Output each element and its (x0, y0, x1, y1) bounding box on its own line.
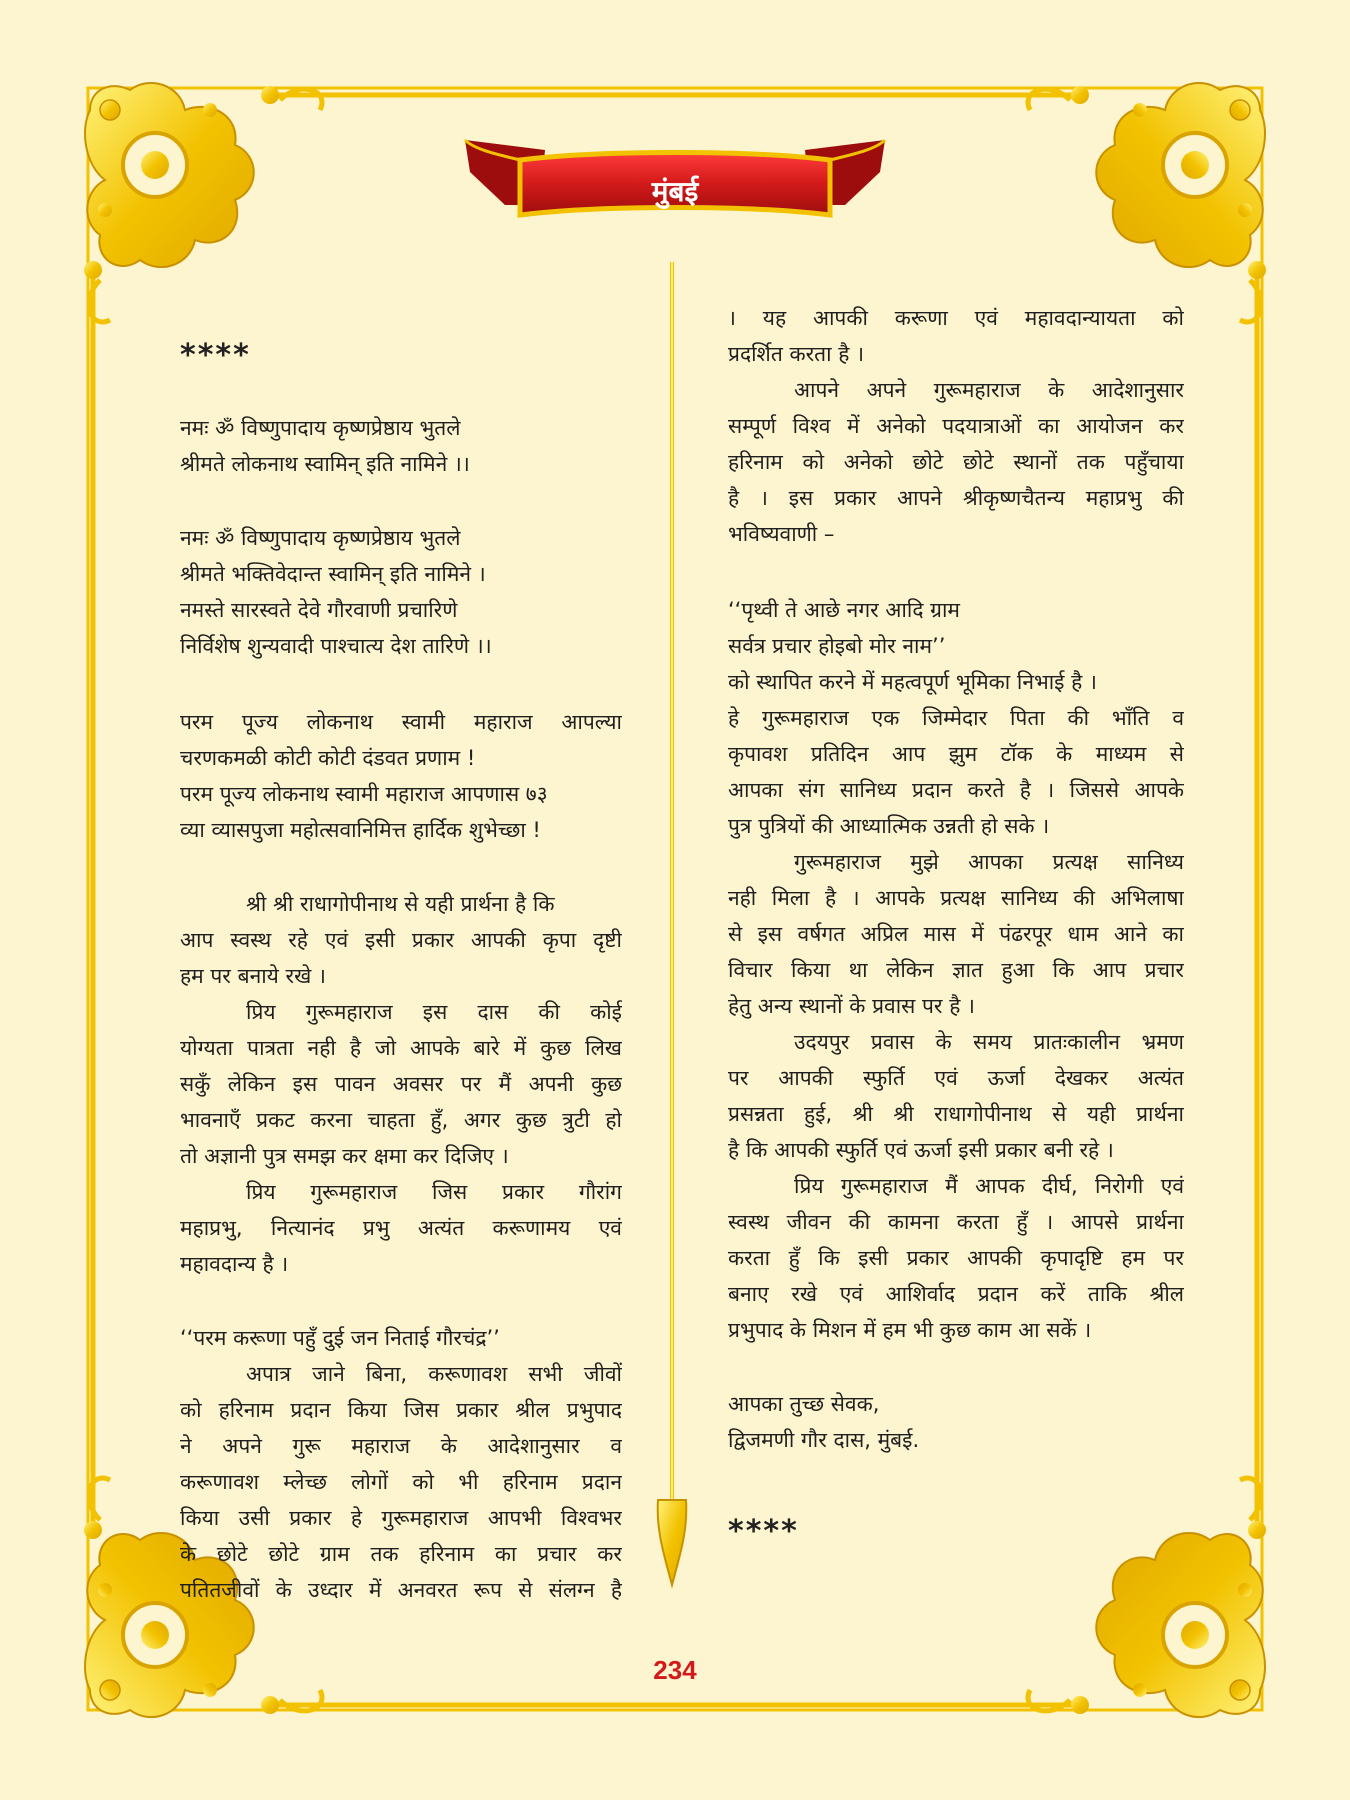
text-line: हे गुरूमहाराज एक जिम्मेदार पिता की भाँति व (728, 706, 1184, 730)
text-line: प्रिय गुरूमहाराज जिस प्रकार गौरांग (246, 1180, 622, 1204)
text-line: अपात्र जाने बिना, करूणावश सभी जीवों (246, 1362, 622, 1386)
text-line: गुरूमहाराज मुझे आपका प्रत्यक्ष सानिध्य (794, 850, 1184, 874)
text-line: नमस्ते सारस्वते देवे गौरवाणी प्रचारिणे (180, 598, 458, 622)
text-line: भविष्यवाणी – (728, 522, 835, 546)
text-line: हम पर बनाये रखे । (180, 964, 326, 988)
text-line: सकुँ लेकिन इस पावन अवसर पर मैं अपनी कुछ (180, 1072, 622, 1096)
text-line: नमः ॐ विष्णुपादाय कृष्णप्रेष्ठाय भुतले (180, 416, 461, 440)
text-line: स्वस्थ जीवन की कामना करता हुँ । आपसे प्रार्थना (728, 1210, 1184, 1234)
text-line: आपका संग सानिध्य प्रदान करते है । जिससे आपके (728, 778, 1184, 802)
text-line: व्या व्यासपुजा महोत्सवानिमित्त हार्दिक शुभेच्छा ! (180, 818, 541, 842)
text-line: से इस वर्षगत अप्रिल मास में पंढरपूर धाम आने का (728, 922, 1184, 946)
text-line: ने अपने गुरू महाराज के आदेशानुसार व (180, 1434, 622, 1458)
text-line: बनाए रखे एवं आशिर्वाद प्रदान करें ताकि श्रील (728, 1282, 1184, 1306)
page-title: मुंबई (651, 175, 699, 208)
text-line: करता हुँ कि इसी प्रकार आपकी कृपादृष्टि हम पर (728, 1246, 1184, 1270)
text-line: है । इस प्रकार आपने श्रीकृष्णचैतन्य महाप्रभु की (728, 486, 1184, 510)
text-line: तो अज्ञानी पुत्र समझ कर क्षमा कर दिजिए । (180, 1144, 509, 1168)
text-line: परम पूज्य लोकनाथ स्वामी महाराज आपल्या (180, 710, 622, 734)
text-line: प्रभुपाद के मिशन में हम भी कुछ काम आ सकें । (728, 1318, 1092, 1342)
text-line: श्रीमते भक्तिवेदान्त स्वामिन् इति नामिने । (180, 562, 486, 586)
text-line: को हरिनाम प्रदान किया जिस प्रकार श्रील प्रभुपाद (180, 1398, 622, 1422)
text-line: के छोटे छोटे ग्राम तक हरिनाम का प्रचार कर (180, 1542, 622, 1566)
text-line: पतितजीवों के उध्दार में अनवरत रूप से संलग्न है (180, 1578, 622, 1602)
text-line: परम पूज्य लोकनाथ स्वामी महाराज आपणास ७३ (180, 782, 548, 806)
quote-line: सर्वत्र प्रचार होइबो मोर नाम’’ (728, 634, 946, 658)
text-line: निर्विशेष शुन्यवादी पाश्चात्य देश तारिणे ।। (180, 634, 492, 658)
text-line: कृपावश प्रतिदिन आप झुम टॉक के माध्यम से (728, 742, 1184, 766)
text-line: भावनाएँ प्रकट करना चाहता हुँ, अगर कुछ त्रुटी हो (180, 1108, 622, 1132)
text-line: महाप्रभु, नित्यानंद प्रभु अत्यंत करूणामय एवं (180, 1216, 622, 1240)
text-line: उदयपुर प्रवास के समय प्रातःकालीन भ्रमण (794, 1030, 1184, 1054)
text-line: सम्पूर्ण विश्व में अनेको पदयात्राओं का आयोजन कर (728, 414, 1184, 438)
text-line: नमः ॐ विष्णुपादाय कृष्णप्रेष्ठाय भुतले (180, 526, 461, 550)
text-line: पुत्र पुत्रियों की आध्यात्मिक उन्नती हो सके । (728, 814, 1050, 838)
text-line: प्रिय गुरूमहाराज मैं आपक दीर्घ, निरोगी एवं (794, 1174, 1184, 1198)
text-line: आपने अपने गुरूमहाराज के आदेशानुसार (794, 378, 1184, 402)
text-line: । यह आपकी करूणा एवं महावदान्यायता को (728, 306, 1184, 330)
text-line: चरणकमळी कोटी कोटी दंडवत प्रणाम ! (180, 746, 476, 770)
text-line: प्रिय गुरूमहाराज इस दास की कोई (246, 1000, 622, 1024)
quote-line: ‘‘परम करूणा पहुँ दुई जन निताई गौरचंद्र’’ (180, 1326, 500, 1350)
text-line: नही मिला है । आपके प्रत्यक्ष सानिध्य की अभिलाषा (728, 886, 1184, 910)
text-line: है कि आपकी स्फुर्ति एवं ऊर्जा इसी प्रकार बनी रहे । (728, 1138, 1114, 1162)
text-line: योग्यता पात्रता नही है जो आपके बारे में कुछ लिख (180, 1036, 622, 1060)
quote-line: ‘‘पृथ्वी ते आछे नगर आदि ग्राम (728, 598, 960, 622)
text-line: प्रसन्नता हुई, श्री श्री राधागोपीनाथ से यही प्रार्थना (728, 1102, 1184, 1126)
text-line: महावदान्य है । (180, 1252, 289, 1276)
text-line: विचार किया था लेकिन ज्ञात हुआ कि आप प्रचार (728, 958, 1184, 982)
text-line: किया उसी प्रकार हे गुरूमहाराज आपभी विश्वभर (180, 1506, 622, 1530)
text-line: हरिनाम को अनेको छोटे छोटे स्थानों तक पहुँचाया (728, 450, 1184, 474)
text-line: प्रदर्शित करता है । (728, 342, 865, 366)
ornament-stars: **** (180, 338, 251, 373)
ornament-stars: **** (728, 1514, 799, 1549)
signature-name: द्विजमणी गौर दास, मुंबई. (728, 1428, 920, 1452)
text-line: आप स्वस्थ रहे एवं इसी प्रकार आपकी कृपा दृष्टी (180, 928, 622, 952)
signature-line: आपका तुच्छ सेवक, (728, 1392, 880, 1416)
text-line: श्री श्री राधागोपीनाथ से यही प्रार्थना है कि (246, 892, 555, 916)
text-line: करूणावश म्लेच्छ लोगों को भी हरिनाम प्रदान (180, 1470, 622, 1494)
page-number: 234 (653, 1655, 697, 1685)
text-line: हेतु अन्य स्थानों के प्रवास पर है । (728, 994, 975, 1018)
text-line: पर आपकी स्फुर्ति एवं ऊर्जा देखकर अत्यंत (728, 1066, 1184, 1090)
text-line: को स्थापित करने में महत्वपूर्ण भूमिका निभाई है । (728, 670, 1097, 694)
text-line: श्रीमते लोकनाथ स्वामिन् इति नामिने ।। (180, 452, 470, 476)
